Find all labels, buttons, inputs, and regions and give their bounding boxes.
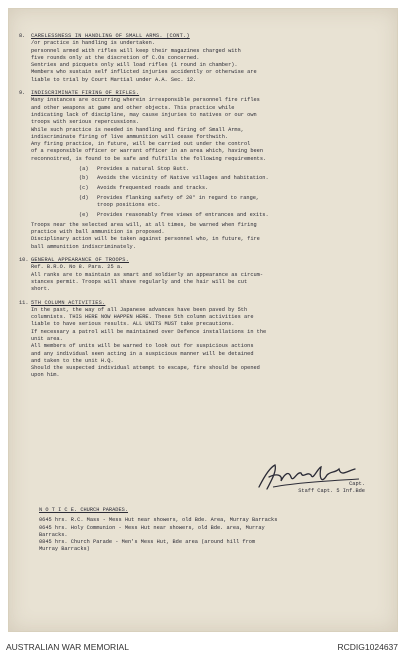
notice-line: 0845 hrs. Church Parade - Men's Mess Hut, Bde area (around hill from xyxy=(39,539,256,546)
text-line: practice with ball ammunition is proposed. xyxy=(31,229,165,236)
section-number: 8. xyxy=(19,33,26,39)
requirement-label xyxy=(79,202,91,209)
text-line: Any firing practice, in future, will be carried out under the control xyxy=(31,141,251,148)
text-line: Disciplinary action will be taken against personnel who, in future, fire xyxy=(31,236,260,243)
requirement-label: (e) xyxy=(79,212,89,219)
section-10 xyxy=(19,257,377,293)
requirement-label: (c) xyxy=(79,185,89,192)
requirement-text: Provides reasonably free views of entrances and exits. xyxy=(97,212,269,219)
text-line: Many instances are occurring wherein irresponsible personnel fire rifles xyxy=(31,97,260,104)
signature-block xyxy=(298,481,365,495)
text-line: and taken to the unit H.Q. xyxy=(31,357,114,364)
text-line: Members who sustain self inflicted injuries accidently or otherwise are xyxy=(31,69,257,76)
record-id: RCDIG1024637 xyxy=(337,642,398,652)
section-heading: GENERAL APPEARANCE OF TROOPS. xyxy=(31,257,129,264)
section-number: 11. xyxy=(19,299,29,306)
requirement-item xyxy=(31,195,377,202)
text-line: stances permit. Troops will shave regularly and the hair will be cut xyxy=(31,278,248,285)
archive-footer xyxy=(0,638,404,654)
text-line: upon him. xyxy=(31,372,60,379)
notices-section xyxy=(39,507,379,554)
requirement-item xyxy=(31,202,377,209)
notice-line: Barracks. xyxy=(39,531,68,538)
document-body xyxy=(19,33,377,386)
signature-title: Staff Capt. 5 Inf.Bde xyxy=(298,488,365,494)
text-line: short. xyxy=(31,286,51,293)
notice-line: 0645 hrs. Holy Communion - Mess Hut near showers, old Bde. area, Murray xyxy=(39,524,265,531)
text-line: of a responsible officer or warrant officer in an area which, having been xyxy=(31,148,264,155)
signature-rank: Capt. xyxy=(349,481,365,487)
archive-name: AUSTRALIAN WAR MEMORIAL xyxy=(6,642,129,652)
notice-line: Murray Barracks) xyxy=(39,546,90,553)
text-line: Ref. B.R.O. No 8. Para. 25 a. xyxy=(31,264,124,271)
text-line: and any individual seen acting in a suspicious manner will be detained xyxy=(31,350,254,357)
section-number: 9. xyxy=(19,90,26,97)
requirement-text: Provides a natural Stop Butt. xyxy=(97,165,190,172)
text-line: personnel armed with rifles will keep their magazines charged with xyxy=(31,47,241,54)
text-line: While such practice is needed in handling and firing of Small Arms, xyxy=(31,126,244,133)
requirement-text: Avoids the vicinity of Native villages and habitation. xyxy=(97,175,269,182)
section-heading: 5TH COLUMN ACTIVITIES. xyxy=(31,299,106,306)
text-line: All members of units will be warned to look out for suspicious actions xyxy=(31,343,254,350)
requirement-label: (b) xyxy=(79,175,89,182)
requirement-text: troop positions etc. xyxy=(97,202,161,209)
section-number: 10. xyxy=(19,257,29,264)
text-line: All ranks are to maintain as smart and soldierly an appearance as circum- xyxy=(31,271,264,278)
section-heading: CARELESSNESS IN HANDLING OF SMALL ARMS. (CONT.) xyxy=(31,33,190,39)
text-line: unit area. xyxy=(31,335,63,342)
section-9 xyxy=(19,90,377,251)
section-11 xyxy=(19,299,377,380)
requirement-item xyxy=(31,166,377,173)
text-line: In the past, the way of all Japanese advances have been paved by 5th xyxy=(31,306,248,313)
requirement-item xyxy=(31,185,377,192)
requirement-item xyxy=(31,175,377,182)
text-line: five rounds only at the discretion of C.Os concerned. xyxy=(31,54,200,61)
text-line: Sentries and picquets only will load rifles (1 round in chamber). xyxy=(31,62,238,69)
document-page xyxy=(8,8,398,632)
text-line: liable to have serious results. ALL UNITS MUST take precautions. xyxy=(31,321,235,328)
text-line: If necessary a patrol will be maintained over Defence installations in the xyxy=(31,328,267,335)
requirement-label: (d) xyxy=(79,194,89,201)
text-line: Troops near the selected area will, at all times, be warned when firing xyxy=(31,221,257,228)
text-line: reconnoitred, is found to be safe and fulfills the following requirements. xyxy=(31,155,267,162)
text-line: Should the suspected individual attempt to escape, fire should be opened xyxy=(31,365,260,372)
notice-line: 0645 hrs. R.C. Mass - Mess Hut near showers, old Bde. Area, Murray Barracks xyxy=(39,517,278,524)
text-line: liable to trial by Court Martial under A.A. Sec. 12. xyxy=(31,76,197,83)
text-line: and other weapons at game and other objects. This practice while xyxy=(31,104,235,111)
text-line: indicating lack of discipline, may cause injuries to natives or our own xyxy=(31,111,257,118)
requirement-text: Provides flanking safety of 20° in regard to range, xyxy=(97,194,260,201)
requirement-item xyxy=(31,212,377,219)
section-heading: INDISCRIMINATE FIRING OF RIFLES. xyxy=(31,90,140,97)
requirement-text: Avoids frequented roads and tracks. xyxy=(97,185,209,192)
text-line: ball ammunition indiscriminately. xyxy=(31,243,136,250)
text-line: columnists. THIS HERE NOW HAPPEN HERE. These 5th column activities are xyxy=(31,314,254,321)
requirement-label: (a) xyxy=(79,165,89,172)
text-line: troops with serious repercussions. xyxy=(31,119,140,126)
text-line: /or practice in handling is undertaken. xyxy=(31,40,155,47)
section-8 xyxy=(19,33,377,84)
text-line: indiscriminate firing of live ammunition will cease forthwith. xyxy=(31,133,229,140)
notices-heading: N O T I C E. CHURCH PARADES. xyxy=(39,507,129,513)
